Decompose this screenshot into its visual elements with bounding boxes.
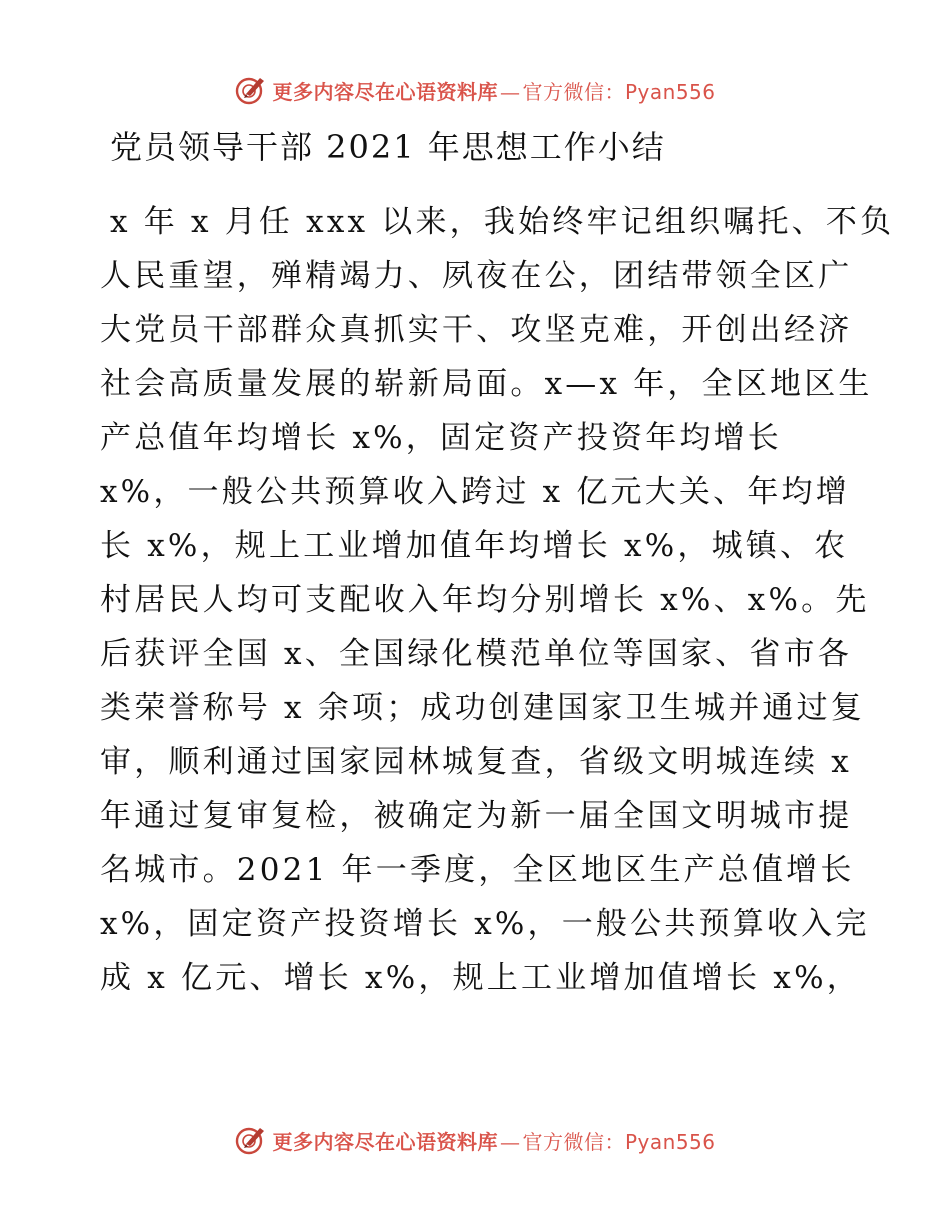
document-title: 党员领导干部 2021 年思想工作小结 — [110, 128, 666, 166]
document-body — [100, 195, 895, 1005]
body-line: 社会高质量发展的崭新局面。x—x 年，全区地区生 — [100, 366, 873, 402]
body-line: 审，顺利通过国家园林城复查，省级文明城连续 x — [100, 744, 852, 780]
watermark-wechat-id: Pyan556 — [624, 1129, 716, 1154]
watermark-main: 更多内容尽在心语资料库 — [272, 1129, 498, 1154]
body-line: x 年 x 月任 xxx 以来，我始终牢记组织嘱托、不负 — [110, 204, 895, 240]
body-line: 名城市。2021 年一季度，全区地区生产总值增长 — [100, 852, 855, 888]
watermark-official: 官方微信： — [522, 79, 625, 104]
footer-watermark — [0, 1120, 950, 1160]
watermark-wechat-id: Pyan556 — [624, 79, 716, 104]
body-line: 后获评全国 x、全国绿化模范单位等国家、省市各 — [100, 636, 852, 672]
body-line: x%，一般公共预算收入跨过 x 亿元大关、年均增 — [100, 474, 850, 510]
body-line: 类荣誉称号 x 余项；成功创建国家卫生城并通过复 — [100, 690, 865, 726]
watermark-main: 更多内容尽在心语资料库 — [272, 79, 498, 104]
watermark-separator: — — [499, 1129, 521, 1154]
body-line: 成 x 亿元、增长 x%，规上工业增加值增长 x%， — [100, 960, 861, 996]
pen-nib-circle-icon — [234, 73, 268, 107]
body-line: 长 x%，规上工业增加值年均增长 x%，城镇、农 — [100, 528, 849, 564]
watermark-text — [272, 1126, 715, 1155]
pen-nib-circle-icon — [234, 1123, 268, 1157]
body-line: x%，固定资产投资增长 x%，一般公共预算收入完 — [100, 906, 870, 942]
body-line: 产总值年均增长 x%，固定资产投资年均增长 — [100, 420, 782, 456]
watermark-official: 官方微信： — [522, 1129, 625, 1154]
watermark-separator: — — [499, 79, 521, 104]
body-line: 村居民人均可支配收入年均分别增长 x%、x%。先 — [100, 582, 870, 618]
body-line: 人民重望，殚精竭力、夙夜在公，团结带领全区广 — [100, 258, 853, 294]
body-line: 年通过复审复检，被确定为新一届全国文明城市提 — [100, 798, 853, 834]
body-line: 大党员干部群众真抓实干、攻坚克难，开创出经济 — [100, 312, 853, 348]
watermark-text — [272, 76, 715, 105]
header-watermark — [0, 70, 950, 110]
